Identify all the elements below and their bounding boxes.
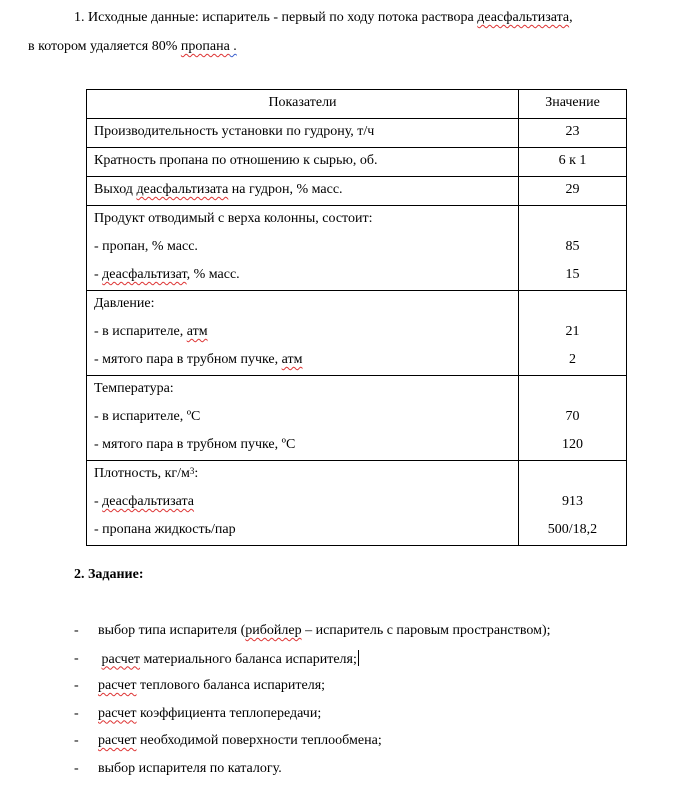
table-header-row (87, 90, 627, 119)
spell-marked-word: деасфальтизата (477, 10, 569, 25)
list-item: - расчет коэффициента теплопередачи; (74, 705, 551, 733)
intro-text: , (569, 10, 573, 25)
row-value: 6 к 1 (519, 148, 627, 177)
list-item: - расчет необходимой поверхности теплообмена; (74, 732, 551, 760)
list-item: - расчет материального баланса испарителя; (74, 650, 551, 678)
table-row (87, 148, 627, 177)
row-param: Выход деасфальтизата на гудрон, % масс. (87, 177, 519, 206)
table-row-temperature (87, 376, 627, 461)
intro-line-1 (74, 9, 573, 27)
table-row-product (87, 206, 627, 291)
row-value: 29 (519, 177, 627, 206)
row-param: Давление: - в испарителе, атм - мятого пара в трубном пучке, атм (87, 291, 519, 376)
row-value: 23 (519, 119, 627, 148)
task-heading: 2. Задание: (74, 567, 143, 583)
task-list (74, 622, 551, 787)
text-cursor (358, 650, 359, 666)
source-data-table (86, 89, 627, 546)
row-value: 913 500/18,2 (519, 461, 627, 546)
list-item: - выбор испарителя по каталогу. (74, 760, 551, 787)
list-item: - выбор типа испарителя (рибойлер – испаритель с паровым пространством); (74, 622, 551, 650)
table-row (87, 177, 627, 206)
row-value: 85 15 (519, 206, 627, 291)
intro-text: 1. Исходные данные: испаритель - первый по ходу потока раствора (74, 10, 477, 25)
row-param: Кратность пропана по отношению к сырью, об. (87, 148, 519, 177)
intro-text: . (230, 39, 237, 54)
header-value: Значение (519, 90, 627, 119)
row-value: 70 120 (519, 376, 627, 461)
table-row (87, 119, 627, 148)
row-param: Производительность установки по гудрону, т/ч (87, 119, 519, 148)
spell-marked-word: пропана (181, 39, 230, 54)
row-param: Продукт отводимый с верха колонны, состоит: - пропан, % масс. - деасфальтизат, % масс. (87, 206, 519, 291)
table-row-pressure (87, 291, 627, 376)
intro-line-2 (28, 38, 237, 56)
table-row-density (87, 461, 627, 546)
list-item: - расчет теплового баланса испарителя; (74, 677, 551, 705)
row-param: Температура: - в испарителе, ºC - мятого пара в трубном пучке, ºC (87, 376, 519, 461)
row-value: 21 2 (519, 291, 627, 376)
header-param: Показатели (87, 90, 519, 119)
intro-text: в котором удаляется 80% (28, 39, 181, 54)
row-param: Плотность, $кг/м^3$: - деасфальтизата - пропана жидкость/пар (87, 461, 519, 546)
